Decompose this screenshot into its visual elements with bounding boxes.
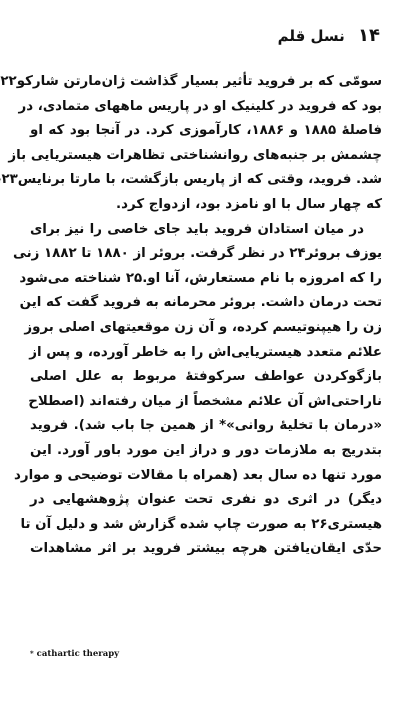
paragraph-2-line: در میان استادان فروید باید جای خاصی را نیز برای [30, 221, 364, 237]
paragraph-2-line: بازگوکردن عواطف سرکوفتهٔ مربوط به علل اصلی [30, 369, 382, 385]
paragraph-2-line: را که امروزه با نام مستعارش، آنا او.۲۵ شناخته می‌شود [19, 270, 382, 286]
running-title: نسل قلم [277, 27, 345, 45]
paragraph-1-line: بود که فروید در کلینیک او در پاریس ماههای متمادی، در [18, 98, 382, 114]
paragraph-2-line: مورد تنها ده سال بعد (همراه با مقالات توضیحی و موارد [13, 467, 382, 483]
footnote-marker: * [30, 649, 34, 658]
paragraph-1-line: سومّی که بر فروید تأثیر بسیار گذاشت ژان‌مارتن شارکو۲۲ [0, 74, 382, 89]
paragraph-2-line: ناراحتی‌اش آن علائم مشخصاً از میان رفته‌اند (اصطلاح [28, 393, 382, 409]
paragraph-2-line: زن را هیپنوتیسم کرده، و آن زن موقعیتهای اصلی بروز [24, 319, 382, 335]
paragraph-1-line: که چهار سال با او نامزد بود، ازدواج کرد. [116, 196, 382, 212]
paragraph-1-line: چشمش بر جنبه‌های روانشناختی تظاهرات هیستریایی باز [8, 147, 382, 163]
paragraph-1-line: فاصلهٔ ۱۸۸۵ و ۱۸۸۶، کارآموزی کرد. در آنجا بود که او [30, 123, 382, 139]
paragraph-2-line: حدّی ایقان‌یافتن هرچه بیشتر فروید بر اثر مشاهدات [30, 541, 382, 557]
footnote-text: cathartic therapy [36, 649, 120, 659]
body-text [0, 70, 382, 562]
paragraph-2-line: هیستری۲۶ به صورت چاپ شده گزارش شد و دلیل آن تا [20, 516, 382, 532]
footnote [30, 648, 119, 660]
paragraph-2-line: یوزف بروئر۲۴ در نظر گرفت. بروئر از ۱۸۸۰ تا ۱۸۸۲ زنی [13, 246, 382, 262]
page-number: ۱۴ [358, 25, 380, 46]
paragraph-2-line: علائم متعدد هیستریایی‌اش را به خاطر آورده، و پس از [29, 344, 382, 360]
paragraph-2-line: «درمان با تخلیهٔ روانی»* از همین جا باب شد). فروید [30, 418, 382, 434]
paragraph-2-line: بتدریج به ملازمات دور و دراز این مورد باور آورد. این [30, 442, 382, 458]
paragraph-1-line: شد. فروید، وقتی که از پاریس بازگشت، با مارتا برنایس۲۳ [1, 172, 382, 188]
running-header [278, 26, 380, 46]
paragraph-2-line: تحت درمان داشت. بروئر محرمانه به فروید گفت که این [19, 295, 382, 311]
paragraph-2-line: دیگر) در اثری دو نفری تحت عنوان پژوهشهایی در [30, 492, 382, 508]
